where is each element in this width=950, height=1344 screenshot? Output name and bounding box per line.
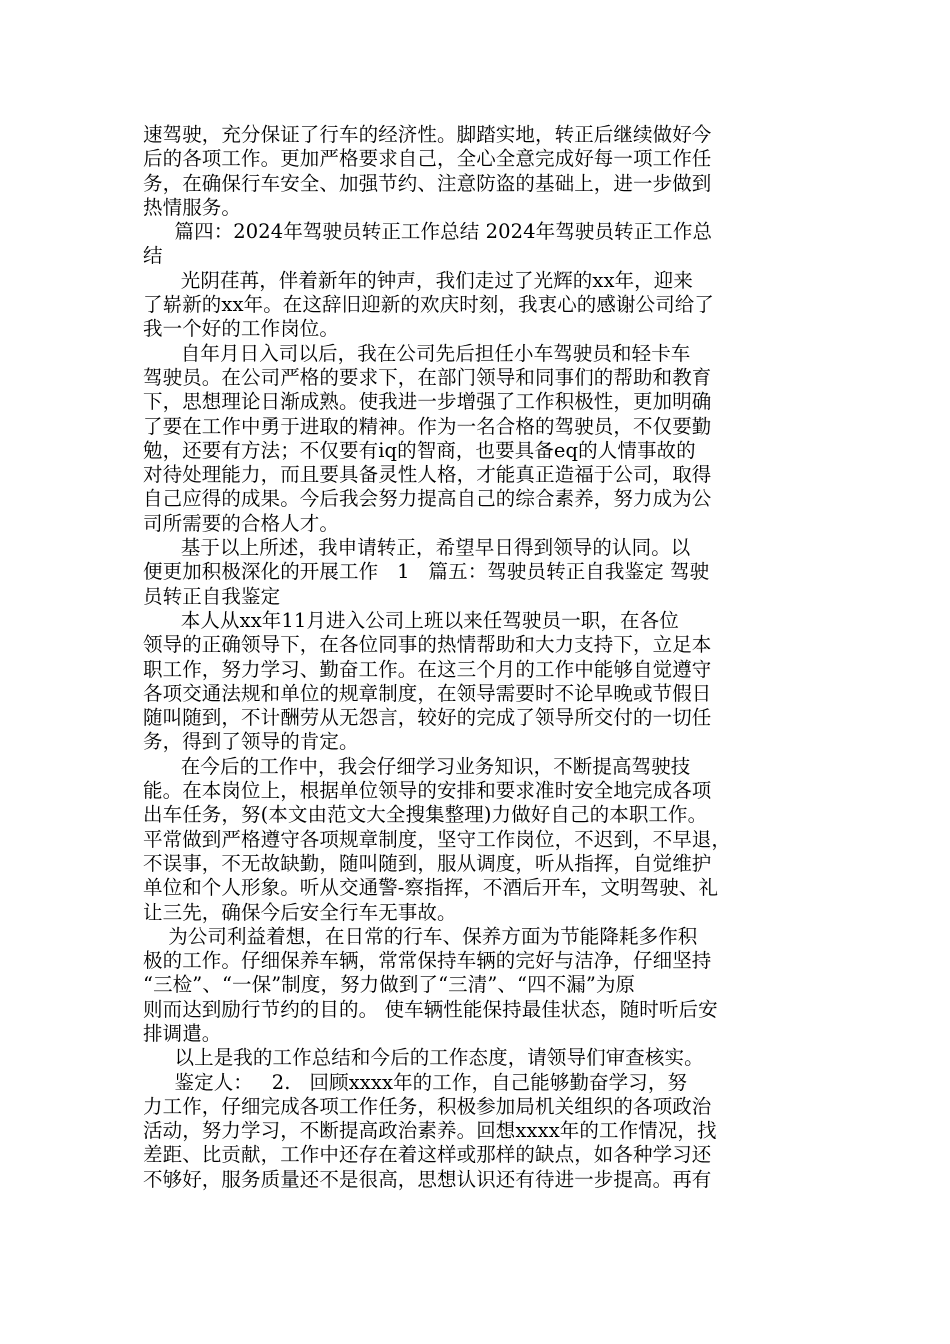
text-line: 领导的正确领导下，在各位同事的热情帮助和大力支持下，立足本 (143, 633, 712, 657)
text-line: 平常做到严格遵守各项规章制度，坚守工作岗位，不迟到，不早退， (143, 827, 732, 851)
text-line: 了崭新的xx年。在这辞旧迎新的欢庆时刻，我衷心的感谢公司给了 (143, 293, 714, 317)
text-line: 不误事，不无故缺勤，随叫随到，服从调度，听从指挥，自觉维护 (143, 851, 712, 875)
text-line: 力工作，仔细完成各项工作任务，积极参加局机关组织的各项政治 (143, 1094, 712, 1118)
text-line: 则而达到励行节约的目的。 使车辆性能保持最佳状态，随时听后安 (143, 997, 718, 1021)
text-line: 极的工作。仔细保养车辆，常常保持车辆的完好与洁净，仔细坚持 (143, 949, 712, 973)
section-heading-line: 篇四：2024年驾驶员转正工作总结 2024年驾驶员转正工作总 (143, 220, 713, 244)
text-line: 不够好，服务质量还不是很高，思想认识还有待进一步提高。再有 (143, 1167, 712, 1191)
document-body (143, 123, 815, 1192)
text-line: 职工作，努力学习、勤奋工作。在这三个月的工作中能够自觉遵守 (143, 657, 712, 681)
text-line: 热情服务。 (143, 195, 242, 219)
text-line: 速驾驶，充分保证了行车的经济性。脚踏实地，转正后继续做好今 (143, 123, 712, 146)
text-line: 务，在确保行车安全、加强节约、注意防盗的基础上，进一步做到 (143, 171, 712, 195)
text-line: 各项交通法规和单位的规章制度，在领导需要时不论早晚或节假日 (143, 681, 712, 705)
text-line: 让三先，确保今后安全行车无事故。 (143, 900, 457, 924)
text-line: 我一个好的工作岗位。 (143, 317, 340, 341)
section-heading-line: 便更加积极深化的开展工作 1 篇五：驾驶员转正自我鉴定 驾驶 (143, 560, 710, 584)
text-line: 以上是我的工作总结和今后的工作态度，请领导们审查核实。 (143, 1046, 704, 1070)
text-line: 勉，还要有方法；不仅要有iq的智商，也要具备eq的人情事故的 (143, 438, 696, 462)
text-line: 单位和个人形象。听从交通警-察指挥，不酒后开车，文明驾驶、礼 (143, 876, 719, 900)
text-line: 自年月日入司以后，我在公司先后担任小车驾驶员和轻卡车 (143, 341, 691, 365)
text-line: 活动，努力学习，不断提高政治素养。回想xxxx年的工作情况，找 (143, 1119, 717, 1143)
text-line: 下，思想理论日渐成熟。使我进一步增强了工作积极性，更加明确 (143, 390, 712, 414)
text-line: 后的各项工作。更加严格要求自己，全心全意完成好每一项工作任 (143, 147, 712, 171)
text-line: 驾驶员。在公司严格的要求下，在部门领导和同事们的帮助和教育 (143, 365, 712, 389)
text-line: 本人从xx年11月进入公司上班以来任驾驶员一职，在各位 (143, 608, 679, 632)
text-line: 对待处理能力，而且要具备灵性人格，才能真正造福于公司，取得 (143, 463, 712, 487)
text-line: 随叫随到，不计酬劳从无怨言，较好的完成了领导所交付的一切任 (143, 706, 712, 730)
text-line: 基于以上所述，我申请转正，希望早日得到领导的认同。以 (143, 536, 691, 560)
section-heading-line: 员转正自我鉴定 (143, 584, 281, 608)
text-line: 光阴荏苒，伴着新年的钟声，我们走过了光辉的xx年，迎来 (143, 268, 693, 292)
text-line: 为公司利益着想，在日常的行车、保养方面为节能降耗多作积 (143, 924, 698, 948)
text-line: 了要在工作中勇于进取的精神。作为一名合格的驾驶员，不仅要勤 (143, 414, 712, 438)
text-line: 差距、比贡献，工作中还存在着这样或那样的缺点，如各种学习还 (143, 1143, 712, 1167)
text-line: 司所需要的合格人才。 (143, 511, 340, 535)
text-line: 务，得到了领导的肯定。 (143, 730, 359, 754)
text-line: 鉴定人： 2. 回顾xxxx年的工作，自己能够勤奋学习，努 (143, 1070, 688, 1094)
text-line: “三检”、“一保”制度，努力做到了“三清”、“四不漏”为原 (143, 973, 636, 997)
text-line: 自己应得的成果。今后我会努力提高自己的综合素养，努力成为公 (143, 487, 712, 511)
text-line: 出车任务，努(本文由范文大全搜集整理)力做好自己的本职工作。 (143, 803, 708, 827)
text-line: 排调遣。 (143, 1021, 222, 1045)
text-line: 在今后的工作中，我会仔细学习业务知识，不断提高驾驶技 (143, 754, 691, 778)
text-line: 能。在本岗位上，根据单位领导的安排和要求准时安全地完成各项 (143, 779, 712, 803)
section-heading-line: 结 (143, 244, 163, 268)
